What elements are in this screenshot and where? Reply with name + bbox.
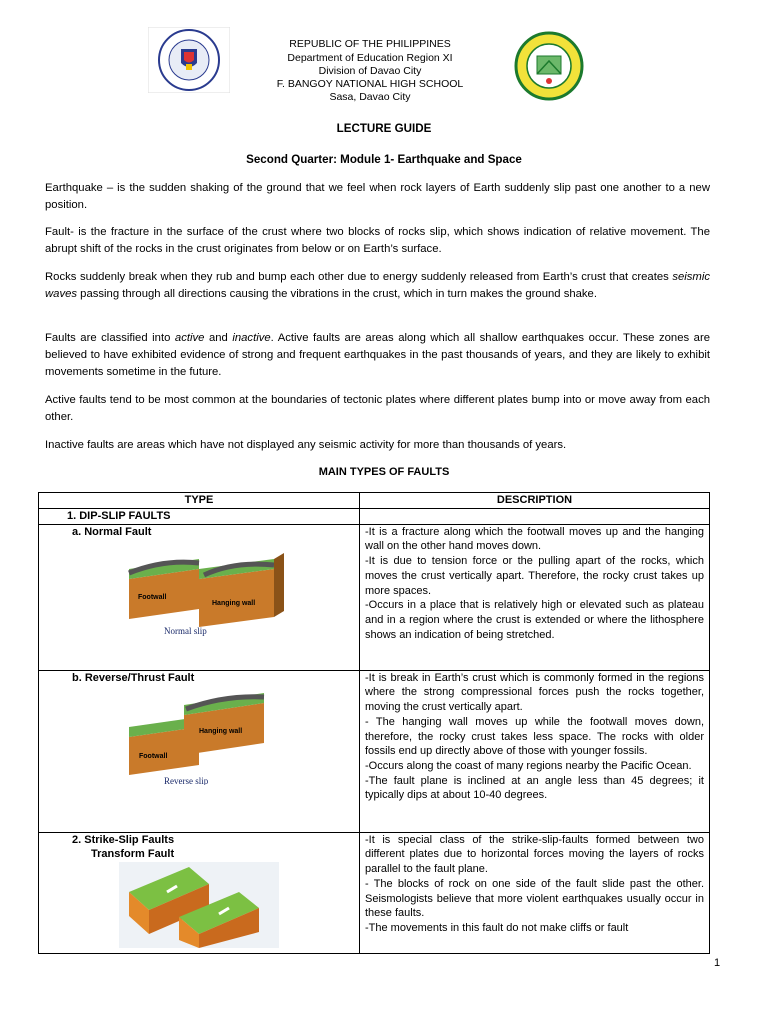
normal-desc-line-2: -It is due to tension force or the pulling apart of the rocks, which moves the crust vertically apart. Therefore, the rocky crust takes up more spaces. <box>365 555 704 597</box>
transform-desc-line-2: - The blocks of rock on one side of the fault slide past the other. Seismologists believe that more violent earthquakes usually occur in these faults. <box>365 877 704 920</box>
normal-desc-line-3: -Occurs in a place that is relatively high or elevated such as plateau and in a region where the crust is extended or where the lithosphere shows an indication of being stretched. <box>365 599 704 641</box>
faults-table <box>38 492 710 954</box>
para-classification <box>45 330 710 381</box>
normal-slip-caption: Normal slip <box>164 626 207 637</box>
section-dip-slip: 1. DIP-SLIP FAULTS <box>39 509 360 525</box>
para-class-text-1: Faults are classified into <box>45 332 175 344</box>
normal-footwall-label: Footwall <box>138 594 167 602</box>
reverse-fault-label: b. Reverse/Thrust Fault <box>72 671 195 684</box>
empty-cell <box>360 509 710 525</box>
transform-fault-cell <box>39 832 360 953</box>
section-strike-slip: 2. Strike-Slip Faults <box>72 833 175 846</box>
para-class-inactive: inactive <box>232 332 271 344</box>
transform-desc-line-1: -It is special class of the strike-slip-faults formed between two different plates due to horizontal forces moving the layers of rocks parallel to the fault plane. <box>365 833 704 876</box>
para-fault: Fault- is the fracture in the surface of the crust where two blocks of rocks slip, which shows indication of relative movement. The abrupt shift of the rocks in the crust originates from below or on Earth’s surface. <box>45 226 710 255</box>
reverse-slip-caption: Reverse slip <box>164 776 209 786</box>
normal-fault-label: a. Normal Fault <box>72 525 152 538</box>
header-address: Sasa, Davao City <box>329 91 411 103</box>
normal-fault-cell <box>39 524 360 670</box>
reverse-desc-line-3: -Occurs along the coast of many regions nearby the Pacific Ocean. <box>365 759 692 772</box>
school-seal-logo <box>507 31 591 101</box>
page-number: 1 <box>714 957 721 969</box>
reverse-fault-description <box>360 670 710 832</box>
para-class-text-2: and <box>204 332 233 344</box>
column-header-type: TYPE <box>39 493 360 509</box>
transform-fault-description <box>360 832 710 953</box>
doc-title: LECTURE GUIDE <box>336 122 432 135</box>
transform-desc-line-3: -The movements in this fault do not make cliffs or fault <box>365 921 629 934</box>
header-republic: REPUBLIC OF THE PHILIPPINES <box>289 38 451 50</box>
table-row-transform-fault <box>39 832 710 953</box>
doc-subtitle: Second Quarter: Module 1- Earthquake and Space <box>246 153 522 166</box>
normal-hanging-wall-label: Hanging wall <box>212 600 256 608</box>
para-rocks-text-1: Rocks suddenly break when they rub and bump each other due to energy suddenly released from Earth’s crust that creates <box>45 271 673 283</box>
para-earthquake: Earthquake – is the sudden shaking of the ground that we feel when rock layers of Earth suddenly slip past one another to a new position. <box>45 182 710 211</box>
reverse-fault-cell <box>39 670 360 832</box>
normal-fault-diagram <box>124 539 304 639</box>
header-division: Division of Davao City <box>318 65 422 77</box>
para-active-faults: Active faults tend to be most common at the boundaries of tectonic plates where different plates bump into or move away from each other. <box>45 394 710 423</box>
para-class-active: active <box>174 332 205 344</box>
table-row-section-dip-slip <box>39 509 710 525</box>
table-row-normal-fault <box>39 524 710 670</box>
reverse-desc-line-4: -The fault plane is inclined at an angle less than 45 degrees; it typically dips at about 10-40 degrees. <box>365 774 704 802</box>
para-inactive-faults: Inactive faults are areas which have not displayed any seismic activity for more than thousands of years. <box>45 439 567 451</box>
table-row-reverse-fault <box>39 670 710 832</box>
normal-fault-description <box>360 524 710 670</box>
reverse-fault-diagram <box>124 685 304 785</box>
reverse-hanging-wall-label: Hanging wall <box>199 728 243 736</box>
header-school: F. BANGOY NATIONAL HIGH SCHOOL <box>276 78 464 90</box>
deped-seal-logo <box>148 27 230 93</box>
table-title: MAIN TYPES OF FAULTS <box>318 466 450 478</box>
header-department: Department of Education Region XI <box>287 52 453 64</box>
para-rocks <box>45 269 710 303</box>
reverse-desc-line-2: - The hanging wall moves up while the footwall moves down, therefore, the rocky crust takes less space. The rocks with older fossils end up directly above of those with younger fossils. <box>365 715 704 758</box>
para-rocks-text-2: passing through all directions causing the vibrations in the crust, which in turn makes the ground shake. <box>77 288 597 300</box>
column-header-description: DESCRIPTION <box>360 493 710 509</box>
reverse-desc-line-1: -It is break in Earth’s crust which is commonly formed in the regions where the strong compressional forces push the rocks together, moving the crust vertically apart. <box>365 671 704 714</box>
normal-desc-line-1: -It is a fracture along which the footwall moves up and the hanging wall on the other hand moves down. <box>365 525 704 553</box>
table-header-row <box>39 493 710 509</box>
reverse-footwall-label: Footwall <box>139 753 168 761</box>
transform-fault-diagram <box>119 862 279 948</box>
transform-fault-label: Transform Fault <box>91 848 175 861</box>
para-rocks-seismic-waves: seismic waves <box>45 271 710 300</box>
para-class-text-3: . Active faults are areas along which all shallow earthquakes occur. These zones are believed to have exhibited evidence of strong and frequent earthquakes in the past thousands of years, and they are likely to exhibit movements sometime in the future. <box>45 332 710 378</box>
